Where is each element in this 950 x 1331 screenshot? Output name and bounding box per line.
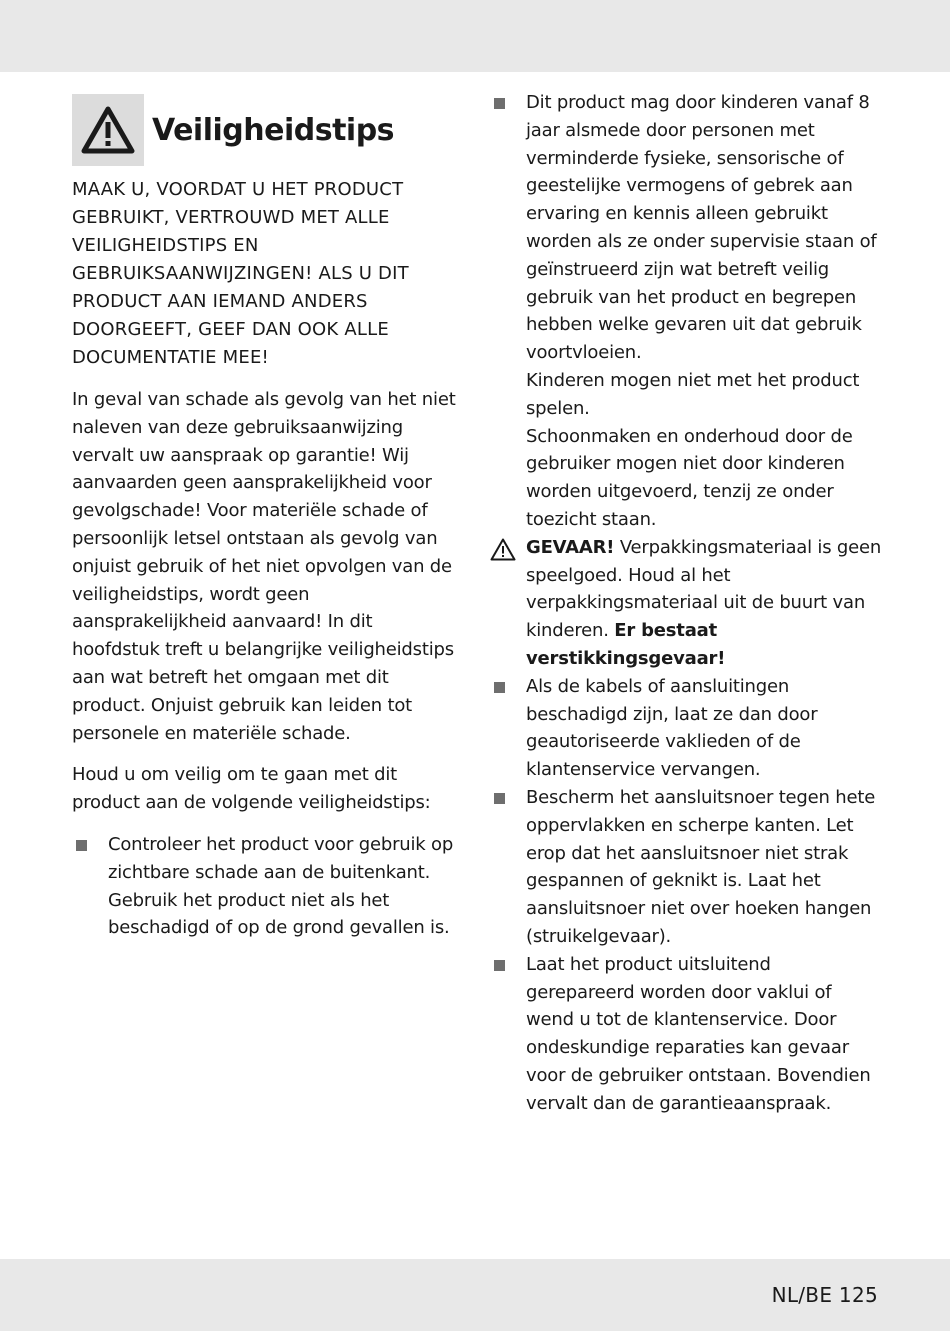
list-item-text: Kinderen mogen niet met het product spelen. — [526, 369, 860, 419]
list-item — [490, 673, 882, 784]
left-column — [72, 94, 464, 942]
warning-icon-box — [72, 94, 144, 166]
page-title: Veiligheidstips — [152, 112, 395, 148]
square-bullet-icon — [494, 793, 505, 804]
square-bullet-icon — [76, 840, 87, 851]
list-item — [72, 831, 464, 942]
warning-triangle-icon — [490, 538, 516, 561]
warning-text: Verpakkingsmateriaal is geen speelgoed. Houd al het verpakkingsmateriaal uit de buurt van kinderen. — [526, 536, 882, 642]
warning-triangle-icon — [81, 106, 135, 154]
header-band — [0, 0, 950, 72]
list-item-text: Controleer het product voor gebruik op zichtbare schade aan de buitenkant. Gebruik het product niet als het beschadigd of op de grond gevallen is. — [108, 833, 454, 939]
square-bullet-icon — [494, 98, 505, 109]
list-item — [490, 89, 882, 534]
list-item-text: Als de kabels of aansluitingen beschadigd zijn, laat ze dan door geautoriseerde vaklieden of de klantenservice vervangen. — [526, 675, 818, 781]
square-bullet-icon — [494, 682, 505, 693]
instructions-paragraph: Houd u om veilig om te gaan met dit product aan de volgende veiligheidstips: — [72, 764, 431, 814]
list-item-text: Bescherm het aansluitsnoer tegen hete oppervlakken en scherpe kanten. Let erop dat het aansluitsnoer niet strak gespannen of geknikt is. Laat het aansluitsnoer niet over hoeken hangen (struikelgevaar). — [526, 786, 876, 947]
section-heading — [72, 94, 464, 166]
right-column — [490, 89, 882, 1117]
list-item — [490, 784, 882, 951]
liability-paragraph: In geval van schade als gevolg van het niet naleven van deze gebruiksaanwijzing vervalt uw aanspraak op garantie! Wij aanvaarden geen aansprakelijkheid voor gevolgschade! Voor materiële schade of persoonlijk letsel ontstaan als gevolg van onjuist gebruik of het niet opvolgen van de veiligheidstips, wordt geen aansprakelijkheid aanvaard! In dit hoofdstuk treft u belangrijke veiligheidstips aan wat betreft het omgaan met dit product. Onjuist gebruik kan leiden tot personele en materiële schade. — [72, 389, 456, 744]
list-item-text: Laat het product uitsluitend gerepareerd worden door vaklui of wend u tot de klantenservice. Door ondeskundige reparaties kan gevaar voor de gebruiker ontstaan. Bovendien vervalt dan de garantieaanspraak. — [526, 953, 871, 1114]
intro-warning-text: MAAK U, VOORDAT U HET PRODUCT GEBRUIKT, VERTROUWD MET ALLE VEILIGHEIDSTIPS EN GEBRUIKSAANWIJZINGEN! ALS U DIT PRODUCT AAN IEMAND ANDERS DOORGEEFT, GEEF DAN OOK ALLE DOCUMENTATIE MEE! — [72, 179, 409, 368]
square-bullet-icon — [494, 960, 505, 971]
list-item-text: Dit product mag door kinderen vanaf 8 jaar alsmede door personen met verminderde fysieke, sensorische of geestelijke vermogens of gebrek aan ervaring en kennis alleen gebruikt worden als ze onder supervisie staan of geïnstrueerd zijn wat betreft veilig gebruik van het product en begrepen hebben welke gevaren uit dat gebruik voortvloeien. — [526, 92, 877, 364]
warning-emphasis: Er bestaat verstikkingsgevaar! — [526, 620, 726, 669]
list-item-text: Schoonmaken en onderhoud door de gebruiker mogen niet door kinderen worden uitgevoerd, tenzij ze onder toezicht staan. — [526, 425, 853, 530]
warning-label: GEVAAR! — [526, 536, 615, 558]
page-number: NL/BE 125 — [771, 1283, 878, 1307]
warning-item — [490, 534, 882, 673]
list-item — [490, 951, 882, 1118]
